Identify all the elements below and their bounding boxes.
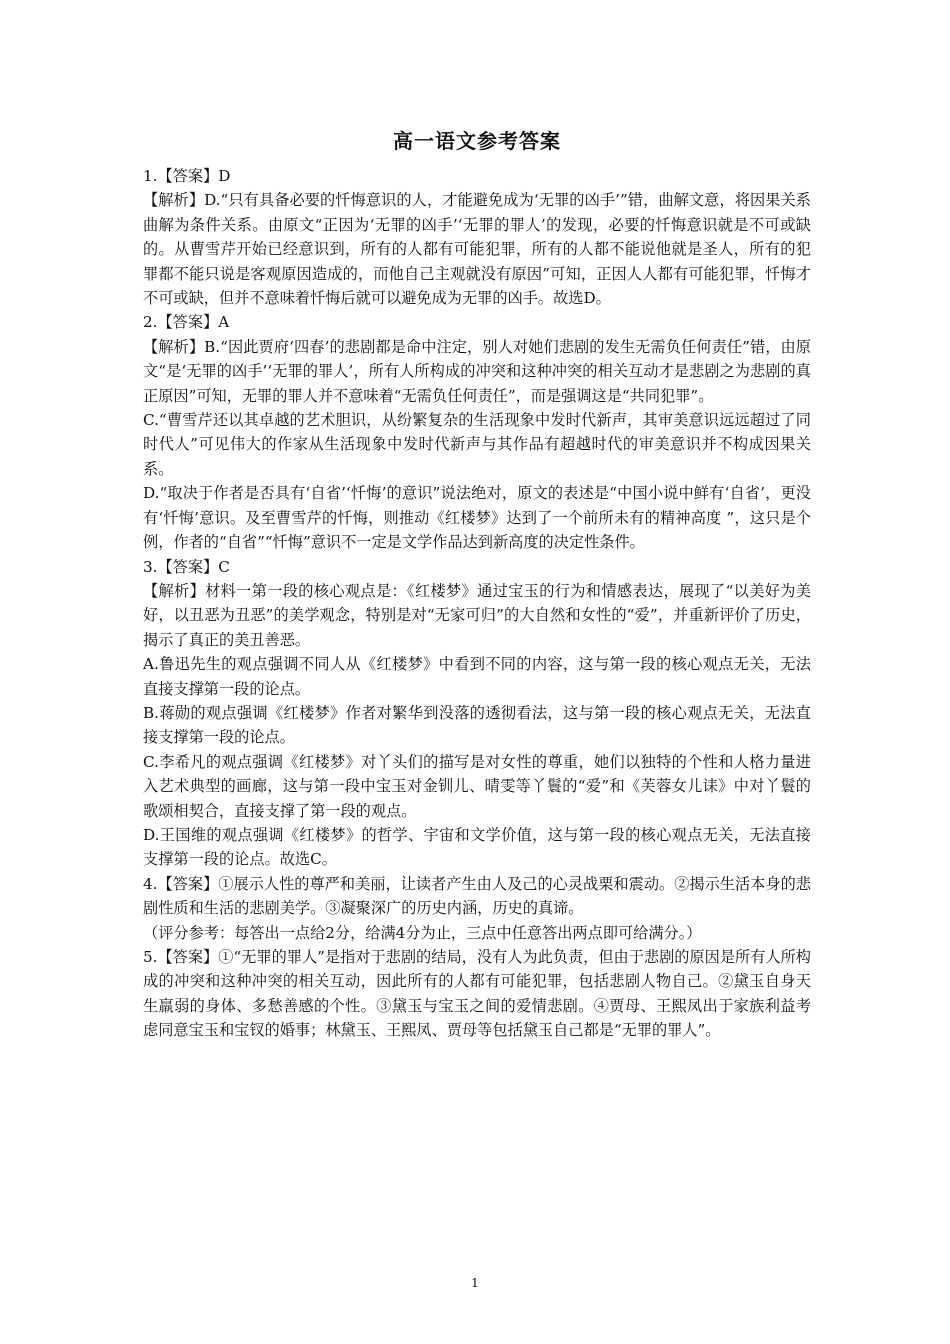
answer-2: 2.【答案】A (143, 313, 230, 332)
analysis-3-d: D.王国维的观点强调《红楼梦》的哲学、宇宙和文学价值，这与第一段的核心观点无关，无法直接支撑第一段的论点。故选C。 (143, 825, 811, 869)
analysis-3: 【解析】材料一第一段的核心观点是：《红楼梦》通过宝玉的行为和情感表达，展现了“以美好为美好，以丑恶为丑恶”的美学观念，特别是对“无家可归”的大自然和女性的“爱”，并重新评价了历史，揭示了真正的美丑善恶。 (143, 581, 811, 649)
analysis-3-c: C.李希凡的观点强调《红楼梦》对丫头们的描写是对女性的尊重，她们以独特的个性和人格力量进入艺术典型的画廊，这与第一段中宝玉对金钏儿、晴雯等丫鬟的“爱”和《芙蓉女儿诔》中对丫鬟的歌颂相契合，直接支撑了第一段的观点。 (143, 752, 811, 820)
answer-1: 1.【答案】D (143, 167, 231, 185)
answer-4: 4.【答案】①展示人性的尊严和美丽，让读者产生由人及己的心灵战栗和震动。②揭示生活本身的悲剧性质和生活的悲剧美学。③凝聚深广的历史内涵，历史的真谛。 (143, 874, 811, 918)
scoring-note-4: （评分参考：每答出一点给2分，给满4分为止，三点中任意答出两点即可给满分。） (143, 923, 702, 942)
answer-5: 5.【答案】①“无罪的罪人”是指对于悲剧的结局，没有人为此负责，但由于悲剧的原因是所有人所构成的冲突和这种冲突的相关互动，因此所有的人都有可能犯罪，包括悲剧人物自己。②黛玉自身天生羸弱的身体、多愁善感的个性。③黛玉与宝玉之间的爱情悲剧。④贾母、王熙凤出于家族利益考虑同意宝玉和宝钗的婚事；林黛玉、王熙凤、贾母等包括黛玉自己都是“无罪的罪人”。 (143, 948, 811, 1040)
page-number: 1 (471, 1276, 479, 1290)
document-page (143, 126, 811, 1043)
document-title: 高一语文参考答案 (393, 129, 561, 153)
analysis-2-d: D.“取决于作者是否具有‘自省’‘忏悔’的意识”说法绝对，原文的表述是“中国小说中鲜有‘自省’，更没有‘忏悔’意识。及至曹雪芹的忏悔，则推动《红楼梦》达到了一个前所未有的精神高度 ”，这只是个例，作者的“自省”“忏悔”意识不一定是文学作品达到新高度的决定性条件。 (143, 484, 811, 552)
analysis-2-c: C.“曹雪芹还以其卓越的艺术胆识，从纷繁复杂的生活现象中发时代新声，其审美意识远远超过了同时代人”可见伟大的作家从生活现象中发时代新声与其作品有超越时代的审美意识并不构成因果关系。 (143, 411, 811, 478)
analysis-2-b: 【解析】B.“因此贾府‘四春’的悲剧都是命中注定，别人对她们悲剧的发生无需负任何责任”错，由原文“是‘无罪的凶手’‘无罪的罪人’，所有人所构成的冲突和这种冲突的相关互动才是悲剧之为悲剧的真正原因”可知，无罪的罪人并不意味着“无需负任何责任”，而是强调这是“共同犯罪”。 (143, 337, 811, 405)
analysis-1: 【解析】D.“只有具备必要的忏悔意识的人，才能避免成为‘无罪的凶手’”错，曲解文意，将因果关系曲解为条件关系。由原文“正因为‘无罪的凶手’‘无罪的罪人’的发现，必要的忏悔意识就是不可或缺的。从曹雪芹开始已经意识到，所有的人都有可能犯罪，所有的人都不能说他就是圣人，所有的犯罪都不能只说是客观原因造成的，而他自己主观就没有原因”可知，正因人人都有可能犯罪，忏悔才不可或缺，但并不意味着忏悔后就可以避免成为无罪的凶手。故选D。 (143, 191, 811, 308)
analysis-3-a: A.鲁迅先生的观点强调不同人从《红楼梦》中看到不同的内容，这与第一段的核心观点无关，无法直接支撑第一段的论点。 (143, 655, 811, 698)
analysis-3-b: B.蒋勋的观点强调《红楼梦》作者对繁华到没落的透彻看法，这与第一段的核心观点无关，无法直接支撑第一段的论点。 (143, 703, 811, 747)
answer-3: 3.【答案】C (143, 557, 230, 576)
